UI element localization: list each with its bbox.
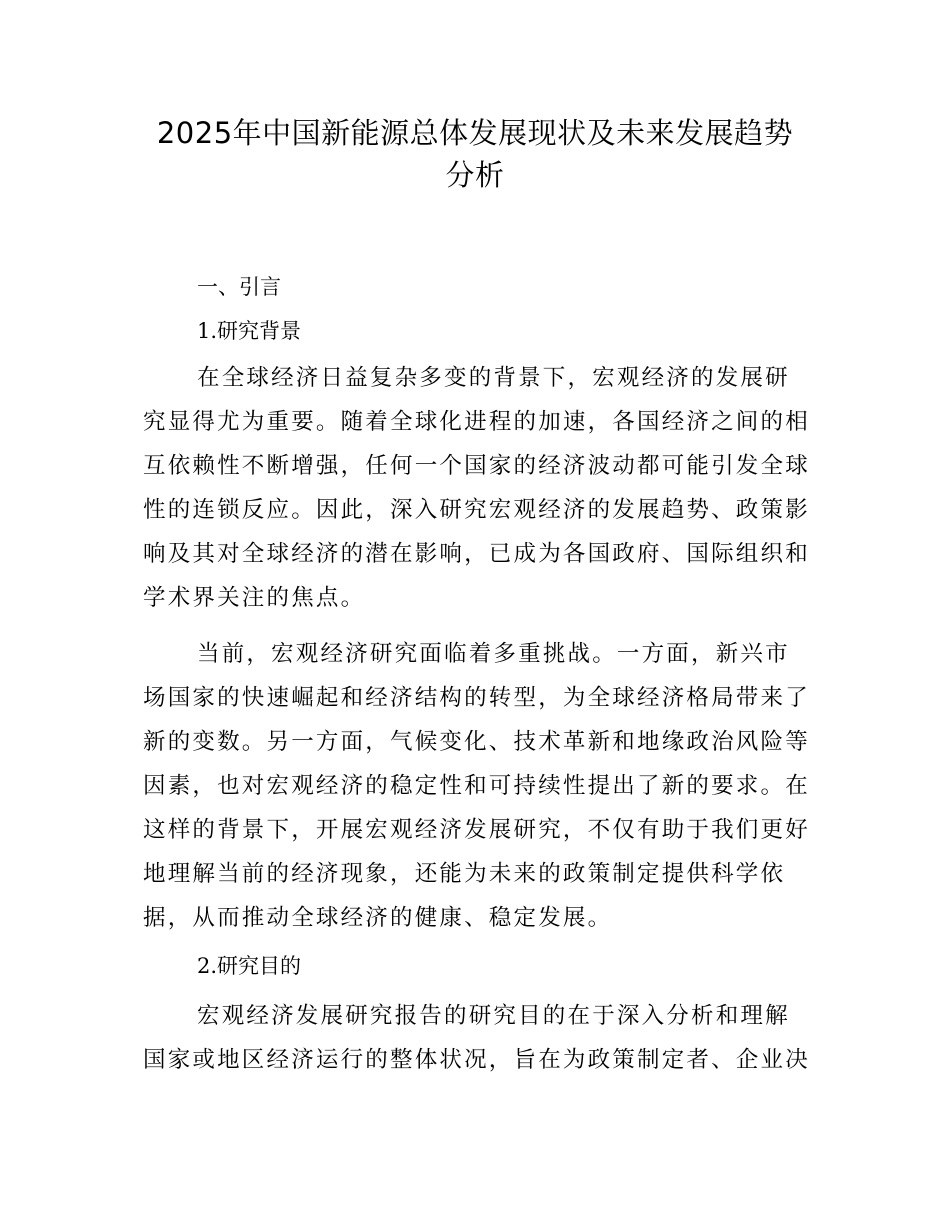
- paragraph-line: 据，从而推动全球经济的健康、稳定发展。: [143, 905, 613, 931]
- paragraph-line: 当前，宏观经济研究面临着多重挑战。一方面，新兴市: [197, 641, 790, 667]
- document-title-line-1: 2025年中国新能源总体发展现状及未来发展趋势: [156, 116, 794, 150]
- paragraph-line: 互依赖性不断增强，任何一个国家的经济波动都可能引发全球: [143, 453, 810, 479]
- paragraph-line: 究显得尤为重要。随着全球化进程的加速，各国经济之间的相: [143, 409, 810, 435]
- paragraph-line: 性的连锁反应。因此，深入研究宏观经济的发展趋势、政策影: [143, 497, 810, 523]
- paragraph-line: 学术界关注的焦点。: [143, 585, 366, 611]
- paragraph-line: 这样的背景下，开展宏观经济发展研究，不仅有助于我们更好: [143, 817, 810, 843]
- paragraph-line: 响及其对全球经济的潜在影响，已成为各国政府、国际组织和: [143, 541, 810, 567]
- subsection-heading-background: 1.研究背景: [197, 319, 302, 343]
- paragraph-line: 因素，也对宏观经济的稳定性和可持续性提出了新的要求。在: [143, 773, 810, 799]
- paragraph-line: 宏观经济发展研究报告的研究目的在于深入分析和理解: [197, 1003, 790, 1029]
- paragraph-line: 场国家的快速崛起和经济结构的转型，为全球经济格局带来了: [143, 685, 810, 711]
- subsection-heading-purpose: 2.研究目的: [197, 954, 302, 978]
- paragraph-line: 在全球经济日益复杂多变的背景下，宏观经济的发展研: [197, 365, 790, 391]
- paragraph-line: 地理解当前的经济现象，还能为未来的政策制定提供科学依: [143, 861, 786, 887]
- paragraph-line: 国家或地区经济运行的整体状况，旨在为政策制定者、企业决: [143, 1047, 810, 1073]
- paragraph-line: 新的变数。另一方面，气候变化、技术革新和地缘政治风险等: [143, 729, 810, 755]
- document-title-line-2: 分析: [445, 158, 505, 192]
- section-heading-introduction: 一、引言: [197, 275, 281, 299]
